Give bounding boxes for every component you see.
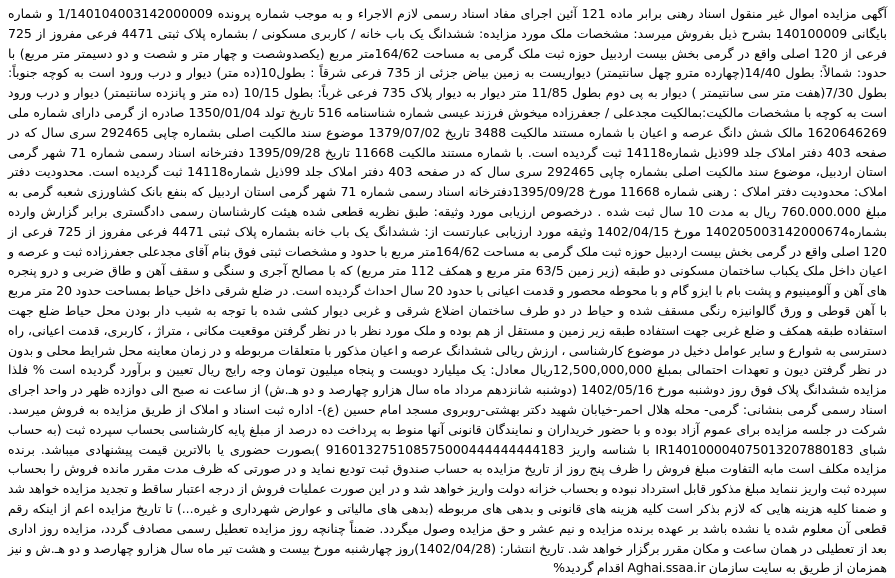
auction-notice-text: آگهی مزایده اموال غیر منقول اسناد رهنی برابر ماده 121 آئین اجرای مفاد اسناد رسمی لازم الاجراء و به موجب شماره پرونده 1/140104003142000009 و شماره بایگانی 140100009 بشرح ذیل بفروش میرسد: مشخصات ملک مورد مزایده: ششدانگ یک باب خانه / کاربری مسکونی / بشماره پلاک ثبتی 4471 فرعی مفروز از 725 فرعی از 120 اصلی واقع در گرمی بخش بیست اردبیل حوزه ثبت ملک گرمی به مساحت 164/62متر مربع (یکصدوشصت و چهار متر و شصت و دو دسیمتر متر مربع) با حدود: شمالاً: بطول 14/40(چهارده مترو چهل سانتیمتر) دیواریست به زمین بیاض جزئی از 735 فرعی شرقاً : بطول10(ده متر) دیوار و درب ورود است به کوچه جنوباً: بطول 7/30(هفت متر سی سانتیمتر ) دیوار به پی دوم بطول 11/85 متر دیوار به دیوار پلاک 735 فرعی غرباً: بطول 10/15 (ده متر و پانزده سانتیمتر) دیوار و درب ورود است به کوچه با مشخصات مالکیت:بمالکیت مجدعلی / جعفرزاده میخوش فرزند عیسی شماره شناسنامه 516 تاریخ تولد 1350/01/04 صادره از گرمی دارای شماره ملی 1620646269 مالک شش دانگ عرصه و اعیان با شماره مستند مالکیت 3488 تاریخ 1379/07/02 موضوع سند مالکیت اصلی بشماره چاپی 292465 سری سال که در صفحه 403 دفتر املاک جلد 99ذیل شماره14118 ثبت گردیده است. با شماره مستند مالکیت 11668 تاریخ 1395/09/28 دفترخانه اسناد رسمی شماره 71 شهر گرمی استان اردبیل، موضوع سند مالکیت اصلی بشماره چاپی 292465 سری سال که در صفحه 403 دفتر املاک جلد 99ذیل شماره14118 ثبت گردیده است. محدودیت دفتر املاک: محدودیت دفتر املاک : رهنی شماره 11668 مورخ 1395/09/28دفترخانه اسناد رسمی شماره 71 شهر گرمی استان اردبیل که بنفع بانک کشاورزی شعبه گرمی به مبلغ 760.000.000 ریال به مدت 10 سال ثبت شده . درخصوص ارزیابی مورد وثیقه: طبق نظریه قطعی شده هیئت کارشناسان رسمی دادگستری برابر گزارش وارده بشماره140205003142000674 مورخ 1402/04/15 وثیقه مورد ارزیابی عبارتست از: ششدانگ یک باب خانه بشماره پلاک ثبتی 4471 فرعی مفروز از 725 فرعی از 120 اصلی واقع در گرمی بخش بیست اردبیل حوزه ثبت ملک گرمی به مساحت 164/62متر مربع با حدود و مشخصات ثبتی فوق بنام آقای مجدعلی جعفرزاده ثبت و عرصه و اعیان داخل ملک یکباب ساختمان مسکونی دو طبقه (زیر زمین 63/5 متر مربع و همکف 112 متر مربع) که با مصالح آجری و سنگی و سقف آهن و طاق ضربی و درو پنجره های آهن و آلومینیوم و پشت بام با ایزو گام و با محوطه محصور و قدمت اعیانی با حدود 20 سال احداث گردیده است. در ضلع شرقی داخل حیاط بمساحت حدود 20 متر مربع با آهن قوطی و ورق گالوانیزه رنگی مسقف شده و حیاط در دو طرف ساختمان اضلاع شرقی و غربی دیوار کشی شده با توجه به شیب دار بودن محل حیاط ضلع جهت استفاده طبقه همکف و ضلع غربی جهت استفاده طبقه زیر زمین و مستقل از هم بوده و ملک مورد نظر با در نظر گرفتن موقعیت مکانی ، متراژ ، کاربری، قدمت اعیانی، راه دسترسی به شوارع و سایر عوامل دخیل در موضوع کارشناسی ، ارزش ریالی ششدانگ عرصه و اعیان مذکور با متعلقات مربوطه و در زمان معاینه محل شرایط محلی و بدون در نظر گرفتن دیون و تعهدات احتمالی بمبلغ 12,500,000,000ریال معادل: یک میلیارد دویست و پنجاه میلیون تومان وجه رایج ریال تعیین و برآورد گردیده است % فلذا مزایده ششدانگ پلاک فوق روز دوشنبه مورخ 1402/05/16 (دوشنبه شانزدهم مرداد ماه سال هزارو چهارصد و دو هـ.ش) از ساعت نه صبح الی دوازده ظهر در واحد اجرای اسناد رسمی گرمی بنشانی: گرمی- محله هلال احمر-خیابان شهید دکتر بهشتی-روبروی مسجد امام حسین (ع)- اداره ثبت اسناد و املاک از طریق مزایده به فروش میرسد. شرکت در جلسه مزایده برای عموم آزاد بوده و با حضور خریداران و نمایندگان قانونی آنها منوط به پرداخت ده درصد از مبلغ پایه کارشناسی بحساب سپرده ثبت (به حساب شبای IR140100004075013207880183 با شناسه واریز 916013275108575000444444444183 )بصورت حضوری یا بالاترین قیمت پیشنهادی میباشد. برنده مزایده مکلف است مابه التفاوت مبلغ فروش را ظرف پنج روز از تاریخ مزایده به حساب صندوق ثبت تودیع نماید و در صورتی که ظرف مدت مقرر مانده فروش را بحساب سپرده ثبت واریز ننماید مبلغ مذکور قابل استرداد نبوده و بحساب خزانه دولت واریز خواهد شد و در این صورت عملیات فروش از درجه اعتبار ساقط و تجدید مزایده خواهد شد و ضمنا کلیه هزینه هایی که لازم بذکر است کلیه هزینه های قانونی و بدهی های مربوطه (بدهی های مالیاتی و عوارض شهرداری و غیره...) تا تاریخ مزایده اعم از اینکه رقم قطعی آن معلوم شده یا نشده باشد بر عهده برنده مزایده و نیم عشر و حق مزایده وصول میگردد. ضمناً چنانچه روز مزایده تعطیل رسمی مصادف گردد، مزایده روز اداری بعد از تعطیلی در همان ساعت و مکان مقرر برگزار خواهد شد. تاریخ انتشار: (1402/04/28)روز چهارشنبه مورخ بیست و هشت تیر ماه سال هزارو چهارصد و دو هـ.ش و نیز همزمان از طریق به سایت سازمان Aghai.ssaa.ir اقدام گردید% xyxy=(7,6,888,576)
